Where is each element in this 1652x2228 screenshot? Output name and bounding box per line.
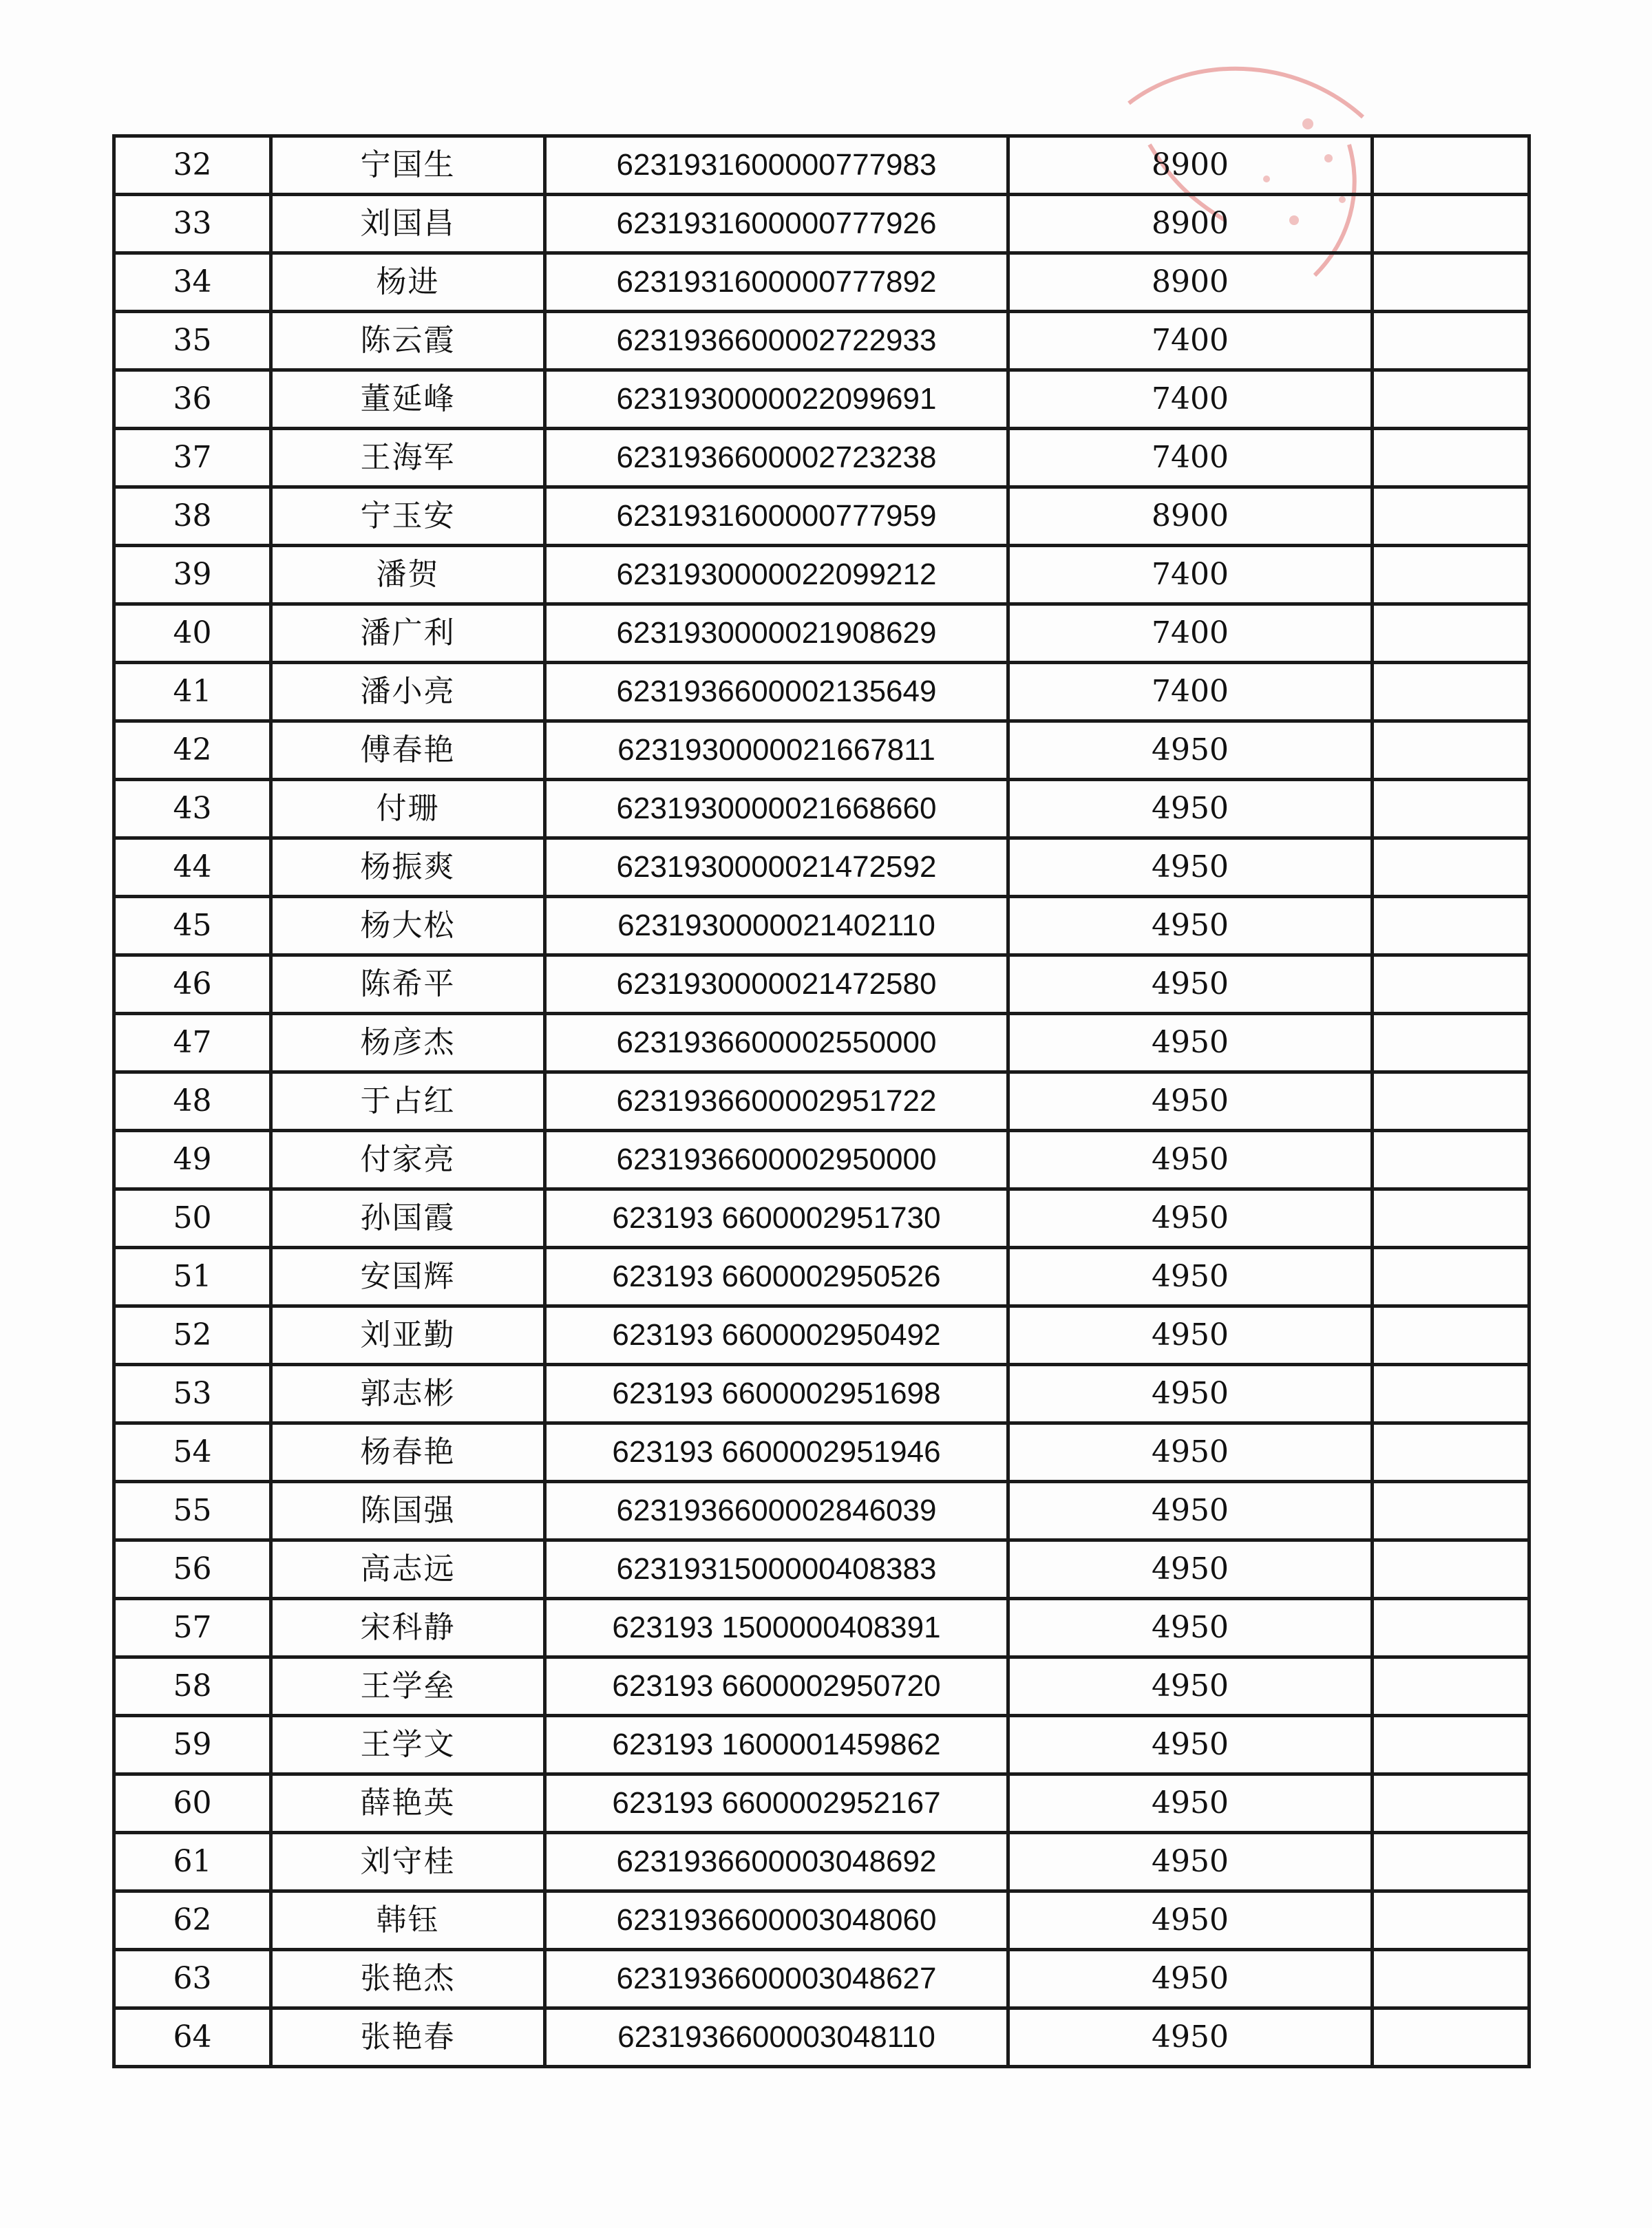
recipient-name: 杨振爽 (271, 838, 545, 897)
table-row (114, 1131, 1529, 1189)
account-number: 623193 1600001459862 (545, 1716, 1008, 1774)
remarks-cell (1373, 370, 1529, 429)
account-number: 623193 6600002952167 (545, 1774, 1008, 1833)
recipient-name: 王海军 (271, 429, 545, 487)
row-number: 56 (114, 1540, 271, 1599)
row-number: 59 (114, 1716, 271, 1774)
remarks-cell (1373, 1306, 1529, 1365)
row-number: 47 (114, 1014, 271, 1072)
account-number: 6231931600000777892 (545, 253, 1008, 312)
row-number: 46 (114, 955, 271, 1014)
remarks-cell (1373, 546, 1529, 604)
account-number: 6231936600002951722 (545, 1072, 1008, 1131)
remarks-cell (1373, 955, 1529, 1014)
row-number: 62 (114, 1891, 271, 1950)
account-number: 6231936600003048692 (545, 1833, 1008, 1891)
account-number: 6231936600002550000 (545, 1014, 1008, 1072)
account-number: 6231930000022099212 (545, 546, 1008, 604)
remarks-cell (1373, 838, 1529, 897)
row-number: 49 (114, 1131, 271, 1189)
table-row (114, 1657, 1529, 1716)
remarks-cell (1373, 1423, 1529, 1482)
row-number: 45 (114, 897, 271, 955)
recipient-name: 潘广利 (271, 604, 545, 663)
recipient-name: 郭志彬 (271, 1365, 545, 1423)
remarks-cell (1373, 1365, 1529, 1423)
recipient-name: 孙国霞 (271, 1189, 545, 1248)
remarks-cell (1373, 604, 1529, 663)
subsidy-amount: 4950 (1008, 1482, 1373, 1540)
account-number: 6231936600002846039 (545, 1482, 1008, 1540)
subsidy-amount: 8900 (1008, 195, 1373, 253)
subsidy-amount: 7400 (1008, 370, 1373, 429)
table-row (114, 2008, 1529, 2067)
subsidy-amount: 8900 (1008, 487, 1373, 546)
table-row (114, 897, 1529, 955)
row-number: 38 (114, 487, 271, 546)
recipient-name: 杨春艳 (271, 1423, 545, 1482)
remarks-cell (1373, 312, 1529, 370)
row-number: 57 (114, 1599, 271, 1657)
account-number: 6231936600003048110 (545, 2008, 1008, 2067)
table-row (114, 1365, 1529, 1423)
remarks-cell (1373, 1189, 1529, 1248)
remarks-cell (1373, 487, 1529, 546)
recipient-name: 宁国生 (271, 136, 545, 195)
recipient-name: 傅春艳 (271, 721, 545, 780)
row-number: 50 (114, 1189, 271, 1248)
row-number: 61 (114, 1833, 271, 1891)
account-number: 6231931600000777959 (545, 487, 1008, 546)
subsidy-amount: 4950 (1008, 1014, 1373, 1072)
table-row (114, 1248, 1529, 1306)
subsidy-amount: 4950 (1008, 897, 1373, 955)
subsidy-amount: 7400 (1008, 312, 1373, 370)
subsidy-amount: 4950 (1008, 1891, 1373, 1950)
subsidy-amount: 4950 (1008, 1189, 1373, 1248)
row-number: 36 (114, 370, 271, 429)
row-number: 58 (114, 1657, 271, 1716)
remarks-cell (1373, 1657, 1529, 1716)
recipient-name: 杨大松 (271, 897, 545, 955)
recipient-name: 杨彦杰 (271, 1014, 545, 1072)
account-number: 6231936600002135649 (545, 663, 1008, 721)
table-row (114, 1599, 1529, 1657)
remarks-cell (1373, 1482, 1529, 1540)
account-number: 6231936600002722933 (545, 312, 1008, 370)
account-number: 623193 6600002951698 (545, 1365, 1008, 1423)
row-number: 48 (114, 1072, 271, 1131)
row-number: 63 (114, 1950, 271, 2008)
subsidy-amount: 7400 (1008, 429, 1373, 487)
table-row (114, 136, 1529, 195)
table-row (114, 663, 1529, 721)
recipient-name: 陈希平 (271, 955, 545, 1014)
subsidy-amount: 4950 (1008, 1365, 1373, 1423)
row-number: 37 (114, 429, 271, 487)
table-row (114, 1833, 1529, 1891)
remarks-cell (1373, 253, 1529, 312)
account-number: 6231930000021472592 (545, 838, 1008, 897)
row-number: 34 (114, 253, 271, 312)
table-row (114, 487, 1529, 546)
table-row (114, 1189, 1529, 1248)
recipient-name: 王学文 (271, 1716, 545, 1774)
remarks-cell (1373, 1014, 1529, 1072)
recipient-name: 付珊 (271, 780, 545, 838)
remarks-cell (1373, 780, 1529, 838)
roster-table (112, 134, 1531, 2068)
account-number: 6231931600000777926 (545, 195, 1008, 253)
recipient-name: 刘守桂 (271, 1833, 545, 1891)
recipient-name: 张艳春 (271, 2008, 545, 2067)
subsidy-amount: 4950 (1008, 1540, 1373, 1599)
account-number: 6231931600000777983 (545, 136, 1008, 195)
row-number: 43 (114, 780, 271, 838)
remarks-cell (1373, 1248, 1529, 1306)
row-number: 33 (114, 195, 271, 253)
recipient-name: 潘小亮 (271, 663, 545, 721)
row-number: 42 (114, 721, 271, 780)
subsidy-amount: 4950 (1008, 1950, 1373, 2008)
table-row (114, 253, 1529, 312)
table-row (114, 429, 1529, 487)
recipient-name: 刘亚勤 (271, 1306, 545, 1365)
remarks-cell (1373, 136, 1529, 195)
account-number: 623193 6600002951946 (545, 1423, 1008, 1482)
table-row (114, 1423, 1529, 1482)
row-number: 39 (114, 546, 271, 604)
subsidy-amount: 7400 (1008, 604, 1373, 663)
account-number: 623193 6600002951730 (545, 1189, 1008, 1248)
remarks-cell (1373, 1540, 1529, 1599)
remarks-cell (1373, 195, 1529, 253)
table-row (114, 370, 1529, 429)
recipient-name: 杨进 (271, 253, 545, 312)
row-number: 52 (114, 1306, 271, 1365)
account-number: 6231930000021402110 (545, 897, 1008, 955)
recipient-name: 薛艳英 (271, 1774, 545, 1833)
account-number: 6231936600002950000 (545, 1131, 1008, 1189)
subsidy-amount: 4950 (1008, 838, 1373, 897)
row-number: 51 (114, 1248, 271, 1306)
account-number: 623193 1500000408391 (545, 1599, 1008, 1657)
remarks-cell (1373, 663, 1529, 721)
remarks-cell (1373, 429, 1529, 487)
subsidy-amount: 4950 (1008, 1306, 1373, 1365)
table-row (114, 195, 1529, 253)
recipient-name: 宁玉安 (271, 487, 545, 546)
subsidy-amount: 4950 (1008, 1716, 1373, 1774)
row-number: 40 (114, 604, 271, 663)
recipient-name: 安国辉 (271, 1248, 545, 1306)
row-number: 44 (114, 838, 271, 897)
recipient-name: 潘贺 (271, 546, 545, 604)
account-number: 6231930000021668660 (545, 780, 1008, 838)
table-row (114, 1891, 1529, 1950)
subsidy-amount: 4950 (1008, 1774, 1373, 1833)
remarks-cell (1373, 1716, 1529, 1774)
subsidy-amount: 4950 (1008, 780, 1373, 838)
account-number: 6231936600003048627 (545, 1950, 1008, 2008)
remarks-cell (1373, 1891, 1529, 1950)
account-number: 623193 6600002950720 (545, 1657, 1008, 1716)
row-number: 60 (114, 1774, 271, 1833)
recipient-name: 宋科静 (271, 1599, 545, 1657)
subsidy-amount: 4950 (1008, 1423, 1373, 1482)
remarks-cell (1373, 1131, 1529, 1189)
table-row (114, 312, 1529, 370)
subsidy-amount: 7400 (1008, 663, 1373, 721)
remarks-cell (1373, 1599, 1529, 1657)
remarks-cell (1373, 1833, 1529, 1891)
subsidy-amount: 4950 (1008, 1248, 1373, 1306)
row-number: 35 (114, 312, 271, 370)
account-number: 6231930000021667811 (545, 721, 1008, 780)
remarks-cell (1373, 721, 1529, 780)
subsidy-amount: 8900 (1008, 136, 1373, 195)
subsidy-amount: 4950 (1008, 721, 1373, 780)
row-number: 64 (114, 2008, 271, 2067)
table-row (114, 1072, 1529, 1131)
remarks-cell (1373, 1072, 1529, 1131)
account-number: 623193 6600002950492 (545, 1306, 1008, 1365)
table-row (114, 838, 1529, 897)
account-number: 623193 6600002950526 (545, 1248, 1008, 1306)
table-row (114, 1774, 1529, 1833)
table-row (114, 604, 1529, 663)
recipient-name: 付家亮 (271, 1131, 545, 1189)
recipient-name: 刘国昌 (271, 195, 545, 253)
account-number: 6231930000021908629 (545, 604, 1008, 663)
subsidy-amount: 7400 (1008, 546, 1373, 604)
table-row (114, 1716, 1529, 1774)
row-number: 55 (114, 1482, 271, 1540)
table-row (114, 1306, 1529, 1365)
account-number: 6231930000022099691 (545, 370, 1008, 429)
remarks-cell (1373, 1950, 1529, 2008)
row-number: 41 (114, 663, 271, 721)
table-row (114, 1482, 1529, 1540)
remarks-cell (1373, 897, 1529, 955)
subsidy-amount: 4950 (1008, 1599, 1373, 1657)
subsidy-amount: 4950 (1008, 1131, 1373, 1189)
recipient-name: 高志远 (271, 1540, 545, 1599)
recipient-name: 王学垒 (271, 1657, 545, 1716)
remarks-cell (1373, 1774, 1529, 1833)
table-row (114, 1950, 1529, 2008)
subsidy-amount: 4950 (1008, 1657, 1373, 1716)
table-row (114, 721, 1529, 780)
subsidy-amount: 8900 (1008, 253, 1373, 312)
recipient-name: 陈国强 (271, 1482, 545, 1540)
account-number: 6231936600002723238 (545, 429, 1008, 487)
recipient-name: 陈云霞 (271, 312, 545, 370)
table-row (114, 780, 1529, 838)
recipient-name: 董延峰 (271, 370, 545, 429)
table-row (114, 546, 1529, 604)
row-number: 54 (114, 1423, 271, 1482)
remarks-cell (1373, 2008, 1529, 2067)
recipient-name: 于占红 (271, 1072, 545, 1131)
row-number: 53 (114, 1365, 271, 1423)
table-row (114, 1014, 1529, 1072)
table-row (114, 955, 1529, 1014)
recipient-name: 韩钰 (271, 1891, 545, 1950)
table-row (114, 1540, 1529, 1599)
roster-table-body (114, 136, 1529, 2067)
subsidy-amount: 4950 (1008, 1833, 1373, 1891)
recipient-name: 张艳杰 (271, 1950, 545, 2008)
account-number: 6231931500000408383 (545, 1540, 1008, 1599)
subsidy-amount: 4950 (1008, 2008, 1373, 2067)
subsidy-amount: 4950 (1008, 1072, 1373, 1131)
account-number: 6231936600003048060 (545, 1891, 1008, 1950)
account-number: 6231930000021472580 (545, 955, 1008, 1014)
subsidy-amount: 4950 (1008, 955, 1373, 1014)
row-number: 32 (114, 136, 271, 195)
